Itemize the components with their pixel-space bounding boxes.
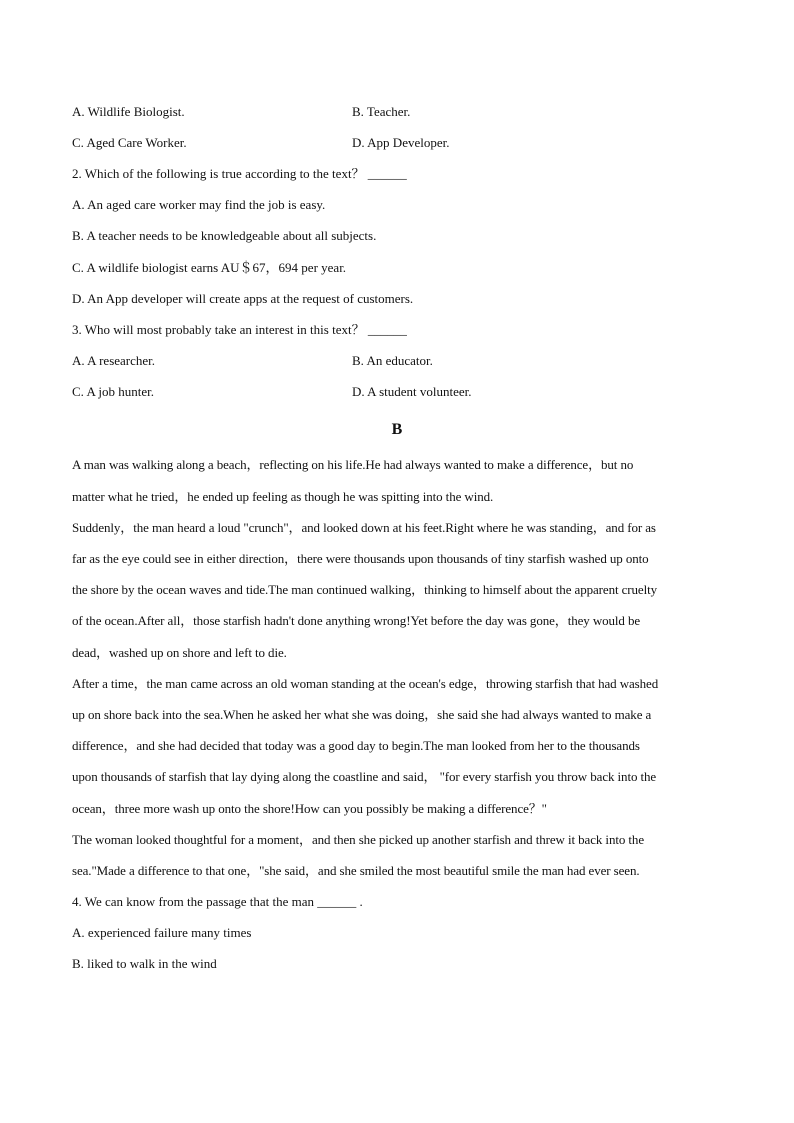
passage-line: far as the eye could see in either direction，there were thousands upon thousands of tiny starfish washed up onto xyxy=(72,551,649,566)
q4-stem: 4. We can know from the passage that the man ______ . xyxy=(72,894,363,909)
q3-option-a: A. A researcher. xyxy=(72,353,156,368)
passage-line: A man was walking along a beach，reflecting on his life.He had always wanted to make a difference，but no xyxy=(72,457,634,472)
passage-line: matter what he tried，he ended up feeling as though he was spitting into the wind. xyxy=(72,489,494,504)
q4-option-a: A. experienced failure many times xyxy=(72,925,252,940)
passage-line: up on shore back into the sea.When he asked her what she was doing，she said she had always wanted to make a xyxy=(72,707,652,722)
q2-stem: 2. Which of the following is true according to the text？ ______ xyxy=(72,166,407,181)
passage-line: sea."Made a difference to that one，"she said，and she smiled the most beautiful smile the man had ever seen. xyxy=(72,863,640,878)
passage-line: difference，and she had decided that today was a good day to begin.The man looked from her to the thousands xyxy=(72,738,640,753)
q1-option-c: C. Aged Care Worker. xyxy=(72,135,187,150)
section-b-heading: B xyxy=(391,421,403,438)
q3-option-c: C. A job hunter. xyxy=(72,384,154,399)
passage-line: upon thousands of starfish that lay dying along the coastline and said， "for every starfish you throw back into the xyxy=(72,769,657,784)
passage-line: After a time，the man came across an old woman standing at the ocean's edge，throwing starfish that had washed xyxy=(72,676,659,691)
passage-line: of the ocean.After all，those starfish hadn't done anything wrong!Yet before the day was gone，they would be xyxy=(72,613,641,628)
passage-line: ocean，three more wash up onto the shore!How can you possibly be making a difference？" xyxy=(72,801,547,816)
passage-line: the shore by the ocean waves and tide.The man continued walking，thinking to himself about the apparent cruelty xyxy=(72,582,658,597)
q2-option-b: B. A teacher needs to be knowledgeable about all subjects. xyxy=(72,228,377,243)
q1-option-d: D. App Developer. xyxy=(352,135,450,150)
q1-option-b: B. Teacher. xyxy=(352,104,411,119)
q3-option-b: B. An educator. xyxy=(352,353,433,368)
q2-option-c: C. A wildlife biologist earns AU＄67，694 per year. xyxy=(72,260,347,275)
q2-option-a: A. An aged care worker may find the job is easy. xyxy=(72,197,326,212)
q1-option-a: A. Wildlife Biologist. xyxy=(72,104,185,119)
passage-line: Suddenly，the man heard a loud "crunch"，and looked down at his feet.Right where he was standing，and for as xyxy=(72,520,656,535)
passage-line: dead，washed up on shore and left to die. xyxy=(72,645,287,660)
q4-option-b: B. liked to walk in the wind xyxy=(72,956,217,971)
q2-option-d: D. An App developer will create apps at the request of customers. xyxy=(72,291,414,306)
passage-line: The woman looked thoughtful for a moment，and then she picked up another starfish and threw it back into the xyxy=(72,832,644,847)
q3-stem: 3. Who will most probably take an interest in this text？ ______ xyxy=(72,322,407,337)
q3-option-d: D. A student volunteer. xyxy=(352,384,472,399)
